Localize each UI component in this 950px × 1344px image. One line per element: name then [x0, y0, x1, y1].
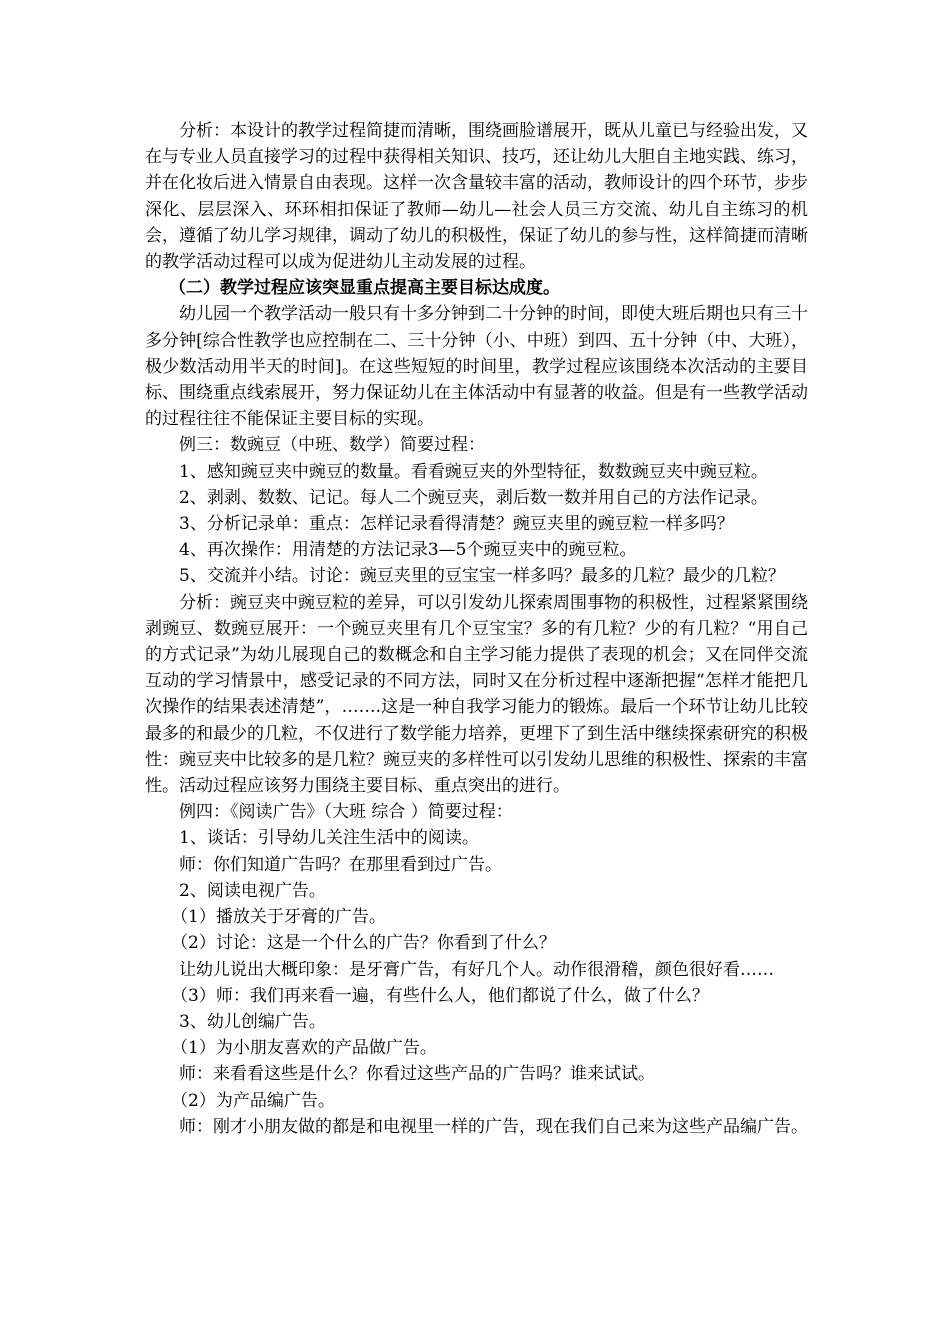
example-4-sub-5: （2）为产品编广告。: [171, 1090, 335, 1111]
example-4-teacher-line-2: 师：来看看这些是什么？你看过这些产品的广告吗？谁来试试。: [179, 1064, 655, 1085]
example-4-sub-4: （1）为小朋友喜欢的产品做广告。: [171, 1038, 437, 1059]
intro-paragraph: 幼儿园一个教学活动一般只有十多分钟到二十分钟的时间，即使大班后期也只有三十多分钟[综合性教学也应控制在二、三十分钟（小、中班）到四、五十分钟（中、大班），极少数活动用半天的时间]。在这些短短的时间里，教学过程应该围绕本次活动的主要目标、围绕重点线索展开，努力保证幼儿在主体活动中有显著的收益。但是有一些教学活动的过程往往不能保证主要目标的实现。: [145, 304, 808, 430]
example-4-teacher-line-3: 师：刚才小朋友做的都是和电视里一样的广告，现在我们自己来为这些产品编广告。: [179, 1116, 808, 1137]
example-4-sub-3: （3）师：我们再来看一遍，有些什么人，他们都说了什么，做了什么？: [171, 985, 709, 1006]
example-3-title: 例三：数豌豆（中班、数学）简要过程：: [179, 435, 485, 456]
analysis-paragraph-2: 分析：豌豆夹中豌豆粒的差异，可以引发幼儿探索周围事物的积极性，过程紧紧围绕剥豌豆、数豌豆展开：一个豌豆夹里有几个豆宝宝？多的有几粒？少的有几粒？“用自己的方式记录”为幼儿展现自己的数概念和自主学习能力提供了表现的机会；又在同伴交流互动的学习情景中，感受记录的不同方法，同时又在分析过程中逐渐把握“怎样才能把几次操作的结果表述清楚”，…….这是一种自我学习能力的锻炼。最后一个环节让幼儿比较最多的和最少的几粒，不仅进行了数学能力培养，更埋下了到生活中继续探索研究的积极性：豌豆夹中比较多的是几粒？豌豆夹的多样性可以引发幼儿思维的积极性、探索的丰富性。活动过程应该努力围绕主要目标、重点突出的进行。: [145, 592, 808, 797]
example-3-step-4: 4、再次操作：用清楚的方法记录3—5个豌豆夹中的豌豆粒。: [179, 540, 637, 561]
document-body: [145, 118, 808, 1140]
example-4-title: 例四：《阅读广告》（大班 综合 ）简要过程：: [179, 802, 513, 823]
example-3-step-3: 3、分析记录单：重点：怎样记录看得清楚？豌豆夹里的豌豆粒一样多吗？: [179, 514, 734, 535]
example-3-step-5: 5、交流并小结。讨论：豌豆夹里的豆宝宝一样多吗？最多的几粒？最少的几粒？: [179, 566, 785, 587]
example-4-note: 让幼儿说出大概印象：是牙膏广告，有好几个人。动作很滑稽，颜色很好看……: [179, 959, 774, 980]
example-3-step-2: 2、剥剥、数数、记记。每人二个豌豆夹，剥后数一数并用自己的方法作记录。: [179, 487, 768, 508]
example-4-step-2: 2、阅读电视广告。: [179, 880, 326, 901]
example-3-step-1: 1、感知豌豆夹中豌豆的数量。看看豌豆夹的外型特征，数数豌豆夹中豌豆粒。: [179, 461, 768, 482]
section-heading: （二）教学过程应该突显重点提高主要目标达成度。: [169, 278, 560, 299]
analysis-paragraph-1: 分析：本设计的教学过程简捷而清晰，围绕画脸谱展开，既从儿童已与经验出发，又在与专业人员直接学习的过程中获得相关知识、技巧，还让幼儿大胆自主地实践、练习，并在化妆后进入情景自由表现。这样一次含量较丰富的活动，教师设计的四个环节，步步深化、层层深入、环环相扣保证了教师—幼儿—社会人员三方交流、幼儿自主练习的机会，遵循了幼儿学习规律，调动了幼儿的积极性，保证了幼儿的参与性，这样简捷而清晰的教学活动过程可以成为促进幼儿主动发展的过程。: [145, 121, 808, 273]
example-4-teacher-line-1: 师：你们知道广告吗？在那里看到过广告。: [179, 854, 502, 875]
example-4-step-3: 3、幼儿创编广告。: [179, 1011, 326, 1032]
example-4-sub-1: （1）播放关于牙膏的广告。: [171, 907, 386, 928]
example-4-sub-2: （2）讨论：这是一个什么的广告？你看到了什么？: [171, 933, 556, 954]
example-4-step-1: 1、谈话：引导幼儿关注生活中的阅读。: [179, 828, 479, 849]
